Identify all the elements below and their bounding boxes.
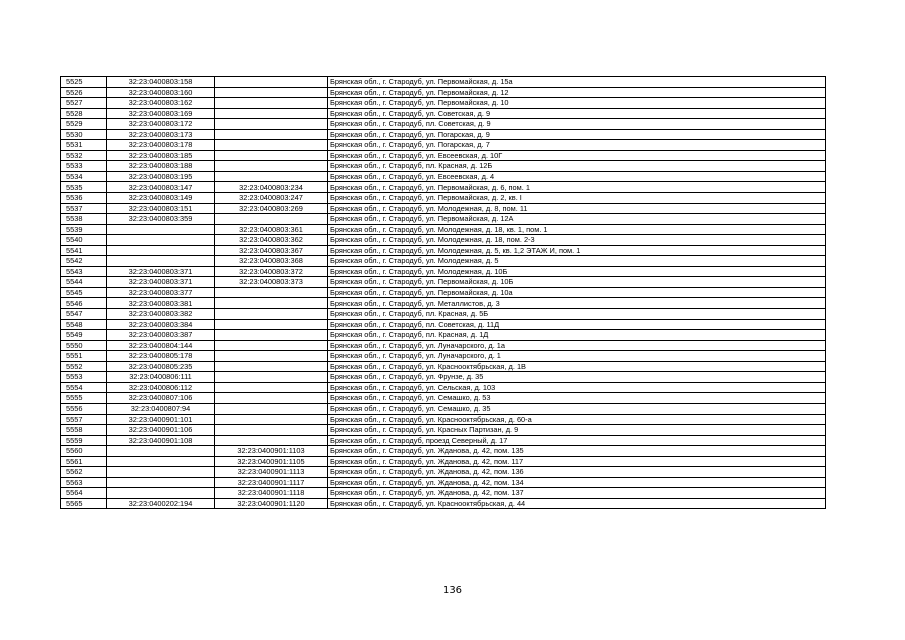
related-cadastral-number-cell [215, 108, 328, 119]
table-row [61, 298, 826, 309]
table-row [61, 161, 826, 172]
row-number-cell: 5528 [61, 108, 107, 119]
row-number-cell: 5539 [61, 224, 107, 235]
related-cadastral-number-cell [215, 161, 328, 172]
cadastral-number-cell: 32:23:0400803:149 [107, 193, 215, 204]
row-number-cell: 5538 [61, 214, 107, 225]
row-number-cell: 5545 [61, 287, 107, 298]
address-cell: Брянская обл., г. Стародуб, пл. Красная, д. 5Б [328, 309, 826, 320]
related-cadastral-number-cell: 32:23:0400901:1118 [215, 488, 328, 499]
table-row [61, 87, 826, 98]
table-row [61, 129, 826, 140]
table-row [61, 77, 826, 88]
table-row [61, 488, 826, 499]
row-number-cell: 5543 [61, 266, 107, 277]
related-cadastral-number-cell [215, 393, 328, 404]
row-number-cell: 5553 [61, 372, 107, 383]
related-cadastral-number-cell: 32:23:0400803:361 [215, 224, 328, 235]
cadastral-number-cell [107, 488, 215, 499]
table-row [61, 372, 826, 383]
related-cadastral-number-cell [215, 435, 328, 446]
address-cell: Брянская обл., г. Стародуб, ул. Евсеевская, д. 4 [328, 171, 826, 182]
cadastral-number-cell: 32:23:0400803:169 [107, 108, 215, 119]
related-cadastral-number-cell: 32:23:0400901:1105 [215, 456, 328, 467]
table-row [61, 467, 826, 478]
row-number-cell: 5531 [61, 140, 107, 151]
related-cadastral-number-cell: 32:23:0400901:1120 [215, 498, 328, 509]
address-cell: Брянская обл., г. Стародуб, ул. Молодежная, д. 5 [328, 256, 826, 267]
table-row [61, 224, 826, 235]
table-row [61, 309, 826, 320]
row-number-cell: 5555 [61, 393, 107, 404]
related-cadastral-number-cell [215, 382, 328, 393]
table-row [61, 214, 826, 225]
table-row [61, 340, 826, 351]
related-cadastral-number-cell [215, 119, 328, 130]
cadastral-number-cell: 32:23:0400805:235 [107, 361, 215, 372]
related-cadastral-number-cell [215, 319, 328, 330]
address-cell: Брянская обл., г. Стародуб, ул. Молодежная, д. 18, пом. 2-3 [328, 235, 826, 246]
related-cadastral-number-cell: 32:23:0400803:367 [215, 245, 328, 256]
related-cadastral-number-cell [215, 425, 328, 436]
cadastral-number-cell: 32:23:0400202:194 [107, 498, 215, 509]
table-row [61, 98, 826, 109]
row-number-cell: 5535 [61, 182, 107, 193]
address-cell: Брянская обл., г. Стародуб, пл. Советская, д. 11Д [328, 319, 826, 330]
related-cadastral-number-cell [215, 98, 328, 109]
cadastral-number-cell: 32:23:0400803:195 [107, 171, 215, 182]
address-cell: Брянская обл., г. Стародуб, ул. Первомайская, д. 10Б [328, 277, 826, 288]
row-number-cell: 5546 [61, 298, 107, 309]
cadastral-number-cell [107, 245, 215, 256]
related-cadastral-number-cell [215, 340, 328, 351]
table-row [61, 435, 826, 446]
row-number-cell: 5565 [61, 498, 107, 509]
address-cell: Брянская обл., г. Стародуб, ул. Жданова, д. 42, пом. 135 [328, 446, 826, 457]
address-cell: Брянская обл., г. Стародуб, ул. Краснооктябрьская, д. 60-а [328, 414, 826, 425]
address-cell: Брянская обл., г. Стародуб, ул. Первомайская, д. 6, пом. 1 [328, 182, 826, 193]
address-cell: Брянская обл., г. Стародуб, ул. Краснооктябрьская, д. 44 [328, 498, 826, 509]
row-number-cell: 5537 [61, 203, 107, 214]
table-row [61, 277, 826, 288]
related-cadastral-number-cell [215, 414, 328, 425]
address-cell: Брянская обл., г. Стародуб, ул. Молодежная, д. 5, кв. 1,2 ЭТАЖ И, пом. 1 [328, 245, 826, 256]
row-number-cell: 5556 [61, 403, 107, 414]
address-cell: Брянская обл., г. Стародуб, пл. Красная, д. 1Д [328, 330, 826, 341]
address-cell: Брянская обл., г. Стародуб, ул. Фрунзе, д. 35 [328, 372, 826, 383]
related-cadastral-number-cell [215, 330, 328, 341]
cadastral-number-cell [107, 477, 215, 488]
row-number-cell: 5549 [61, 330, 107, 341]
related-cadastral-number-cell: 32:23:0400901:1103 [215, 446, 328, 457]
table-row [61, 140, 826, 151]
cadastral-number-cell: 32:23:0400803:387 [107, 330, 215, 341]
cadastral-number-cell [107, 224, 215, 235]
table-body [61, 77, 826, 509]
cadastral-number-cell: 32:23:0400803:382 [107, 309, 215, 320]
table-row [61, 245, 826, 256]
related-cadastral-number-cell: 32:23:0400803:234 [215, 182, 328, 193]
cadastral-number-cell: 32:23:0400803:371 [107, 266, 215, 277]
row-number-cell: 5529 [61, 119, 107, 130]
table-row [61, 330, 826, 341]
row-number-cell: 5554 [61, 382, 107, 393]
table-row [61, 414, 826, 425]
cadastral-number-cell: 32:23:0400803:381 [107, 298, 215, 309]
cadastral-number-cell: 32:23:0400803:173 [107, 129, 215, 140]
cadastral-number-cell [107, 256, 215, 267]
related-cadastral-number-cell [215, 372, 328, 383]
related-cadastral-number-cell: 32:23:0400901:1113 [215, 467, 328, 478]
cadastral-number-cell: 32:23:0400803:147 [107, 182, 215, 193]
cadastral-number-cell: 32:23:0400806:111 [107, 372, 215, 383]
row-number-cell: 5550 [61, 340, 107, 351]
row-number-cell: 5530 [61, 129, 107, 140]
cadastral-number-cell [107, 235, 215, 246]
cadastral-number-cell: 32:23:0400803:359 [107, 214, 215, 225]
related-cadastral-number-cell: 32:23:0400803:368 [215, 256, 328, 267]
table-row [61, 266, 826, 277]
related-cadastral-number-cell [215, 77, 328, 88]
address-cell: Брянская обл., г. Стародуб, ул. Первомайская, д. 15а [328, 77, 826, 88]
address-cell: Брянская обл., г. Стародуб, пл. Красная, д. 12Б [328, 161, 826, 172]
row-number-cell: 5564 [61, 488, 107, 499]
row-number-cell: 5536 [61, 193, 107, 204]
table-row [61, 235, 826, 246]
table-row [61, 382, 826, 393]
row-number-cell: 5562 [61, 467, 107, 478]
address-cell: Брянская обл., г. Стародуб, ул. Сельская, д. 103 [328, 382, 826, 393]
address-cell: Брянская обл., г. Стародуб, ул. Жданова, д. 42, пом. 117 [328, 456, 826, 467]
row-number-cell: 5558 [61, 425, 107, 436]
row-number-cell: 5557 [61, 414, 107, 425]
row-number-cell: 5559 [61, 435, 107, 446]
row-number-cell: 5548 [61, 319, 107, 330]
document-table [60, 76, 826, 509]
cadastral-number-cell: 32:23:0400803:178 [107, 140, 215, 151]
row-number-cell: 5532 [61, 150, 107, 161]
address-cell: Брянская обл., г. Стародуб, ул. Молодежная, д. 10Б [328, 266, 826, 277]
related-cadastral-number-cell [215, 403, 328, 414]
cadastral-number-cell: 32:23:0400804:144 [107, 340, 215, 351]
table-row [61, 403, 826, 414]
table-row [61, 425, 826, 436]
cadastral-number-cell: 32:23:0400807:106 [107, 393, 215, 404]
related-cadastral-number-cell [215, 287, 328, 298]
page-number: 136 [442, 585, 463, 596]
related-cadastral-number-cell: 32:23:0400803:372 [215, 266, 328, 277]
related-cadastral-number-cell: 32:23:0400803:269 [215, 203, 328, 214]
cadastral-number-cell: 32:23:0400803:185 [107, 150, 215, 161]
table-row [61, 351, 826, 362]
related-cadastral-number-cell [215, 214, 328, 225]
cadastral-number-cell: 32:23:0400803:377 [107, 287, 215, 298]
table-row [61, 193, 826, 204]
address-cell: Брянская обл., г. Стародуб, ул. Жданова, д. 42, пом. 136 [328, 467, 826, 478]
row-number-cell: 5563 [61, 477, 107, 488]
row-number-cell: 5551 [61, 351, 107, 362]
row-number-cell: 5541 [61, 245, 107, 256]
related-cadastral-number-cell [215, 351, 328, 362]
address-cell: Брянская обл., г. Стародуб, ул. Металлистов, д. 3 [328, 298, 826, 309]
cadastral-number-cell: 32:23:0400803:151 [107, 203, 215, 214]
row-number-cell: 5534 [61, 171, 107, 182]
address-cell: Брянская обл., г. Стародуб, ул. Молодежная, д. 18, кв. 1, пом. 1 [328, 224, 826, 235]
address-cell: Брянская обл., г. Стародуб, ул. Советская, д. 9 [328, 108, 826, 119]
related-cadastral-number-cell [215, 361, 328, 372]
address-cell: Брянская обл., г. Стародуб, проезд Северный, д. 17 [328, 435, 826, 446]
row-number-cell: 5540 [61, 235, 107, 246]
row-number-cell: 5544 [61, 277, 107, 288]
address-cell: Брянская обл., г. Стародуб, ул. Жданова, д. 42, пом. 137 [328, 488, 826, 499]
cadastral-number-cell: 32:23:0400803:158 [107, 77, 215, 88]
related-cadastral-number-cell: 32:23:0400803:362 [215, 235, 328, 246]
address-cell: Брянская обл., г. Стародуб, ул. Краснооктябрьская, д. 1В [328, 361, 826, 372]
cadastral-number-cell: 32:23:0400803:160 [107, 87, 215, 98]
related-cadastral-number-cell: 32:23:0400803:247 [215, 193, 328, 204]
address-cell: Брянская обл., г. Стародуб, ул. Луначарского, д. 1 [328, 351, 826, 362]
address-cell: Брянская обл., г. Стародуб, ул. Первомайская, д. 10 [328, 98, 826, 109]
row-number-cell: 5547 [61, 309, 107, 320]
table-row [61, 361, 826, 372]
cadastral-number-cell: 32:23:0400803:172 [107, 119, 215, 130]
cadastral-number-cell: 32:23:0400806:112 [107, 382, 215, 393]
table-row [61, 203, 826, 214]
address-cell: Брянская обл., г. Стародуб, ул. Погарская, д. 9 [328, 129, 826, 140]
cadastral-number-cell: 32:23:0400803:371 [107, 277, 215, 288]
related-cadastral-number-cell [215, 171, 328, 182]
address-cell: Брянская обл., г. Стародуб, ул. Молодежная, д. 8, пом. 11 [328, 203, 826, 214]
row-number-cell: 5561 [61, 456, 107, 467]
table-row [61, 119, 826, 130]
address-cell: Брянская обл., г. Стародуб, ул. Евсеевская, д. 10Г [328, 150, 826, 161]
related-cadastral-number-cell [215, 150, 328, 161]
table-row [61, 108, 826, 119]
table-row [61, 456, 826, 467]
table-row [61, 477, 826, 488]
related-cadastral-number-cell [215, 129, 328, 140]
table-row [61, 319, 826, 330]
related-cadastral-number-cell: 32:23:0400803:373 [215, 277, 328, 288]
table-row [61, 171, 826, 182]
table-row [61, 182, 826, 193]
table-row [61, 150, 826, 161]
cadastral-number-cell: 32:23:0400803:384 [107, 319, 215, 330]
address-cell: Брянская обл., г. Стародуб, ул. Первомайская, д. 2, кв. I [328, 193, 826, 204]
row-number-cell: 5533 [61, 161, 107, 172]
address-cell: Брянская обл., г. Стародуб, ул. Семашко, д. 35 [328, 403, 826, 414]
cadastral-number-cell: 32:23:0400901:106 [107, 425, 215, 436]
related-cadastral-number-cell: 32:23:0400901:1117 [215, 477, 328, 488]
address-cell: Брянская обл., г. Стародуб, ул. Первомайская, д. 12А [328, 214, 826, 225]
cadastral-number-cell [107, 446, 215, 457]
table-row [61, 287, 826, 298]
cadastral-number-cell: 32:23:0400803:188 [107, 161, 215, 172]
cadastral-number-cell: 32:23:0400901:108 [107, 435, 215, 446]
address-cell: Брянская обл., г. Стародуб, ул. Красных Партизан, д. 9 [328, 425, 826, 436]
cadastral-number-cell: 32:23:0400807:94 [107, 403, 215, 414]
table-row [61, 446, 826, 457]
row-number-cell: 5552 [61, 361, 107, 372]
row-number-cell: 5560 [61, 446, 107, 457]
related-cadastral-number-cell [215, 87, 328, 98]
cadastral-number-cell: 32:23:0400901:101 [107, 414, 215, 425]
row-number-cell: 5527 [61, 98, 107, 109]
table-row [61, 256, 826, 267]
cadastral-number-cell: 32:23:0400805:178 [107, 351, 215, 362]
related-cadastral-number-cell [215, 140, 328, 151]
address-cell: Брянская обл., г. Стародуб, ул. Семашко, д. 53 [328, 393, 826, 404]
row-number-cell: 5542 [61, 256, 107, 267]
address-cell: Брянская обл., г. Стародуб, ул. Первомайская, д. 12 [328, 87, 826, 98]
address-cell: Брянская обл., г. Стародуб, ул. Луначарского, д. 1а [328, 340, 826, 351]
cadastral-number-cell [107, 467, 215, 478]
cadastral-number-cell [107, 456, 215, 467]
table-row [61, 498, 826, 509]
row-number-cell: 5525 [61, 77, 107, 88]
related-cadastral-number-cell [215, 298, 328, 309]
address-cell: Брянская обл., г. Стародуб, ул. Жданова, д. 42, пом. 134 [328, 477, 826, 488]
address-cell: Брянская обл., г. Стародуб, ул. Погарская, д. 7 [328, 140, 826, 151]
row-number-cell: 5526 [61, 87, 107, 98]
address-cell: Брянская обл., г. Стародуб, ул. Первомайская, д. 10а [328, 287, 826, 298]
table-row [61, 393, 826, 404]
address-cell: Брянская обл., г. Стародуб, пл. Советская, д. 9 [328, 119, 826, 130]
related-cadastral-number-cell [215, 309, 328, 320]
cadastral-number-cell: 32:23:0400803:162 [107, 98, 215, 109]
